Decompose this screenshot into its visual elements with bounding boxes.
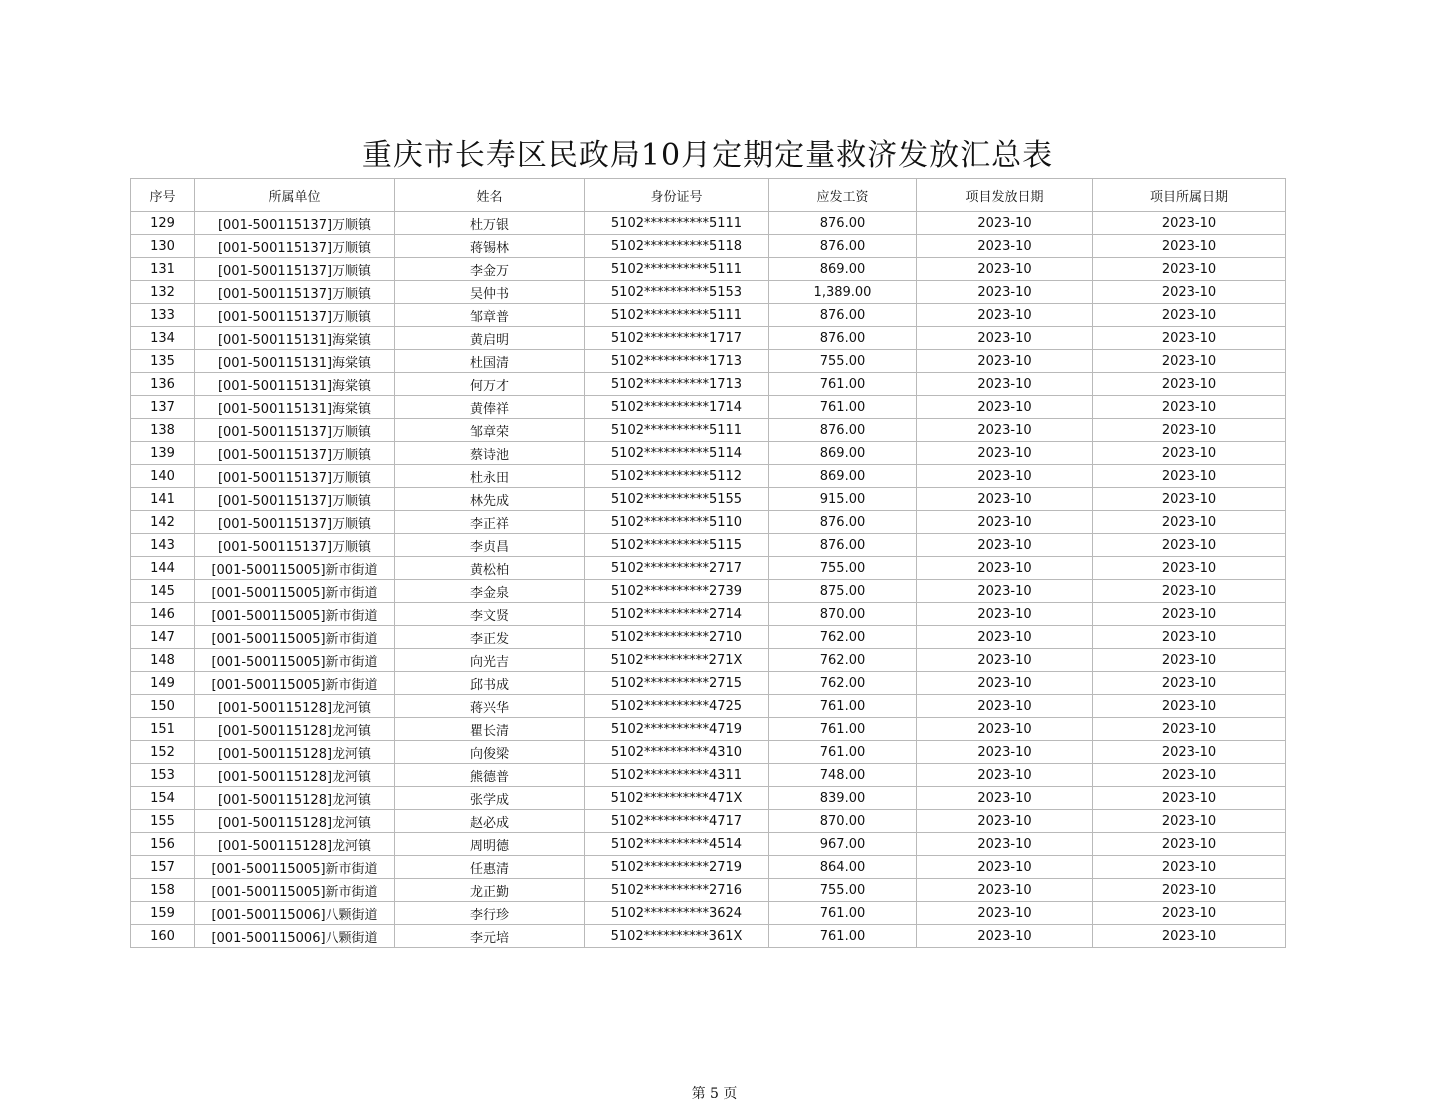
cell-index: 146 [131, 603, 195, 626]
cell-index: 155 [131, 810, 195, 833]
table-row [131, 350, 1286, 373]
cell-name: 黄启明 [395, 327, 585, 350]
cell-id-number: 5102**********5155 [585, 488, 769, 511]
cell-period-date: 2023-10 [1093, 649, 1286, 672]
cell-issue-date: 2023-10 [917, 810, 1093, 833]
cell-period-date: 2023-10 [1093, 603, 1286, 626]
cell-unit: [001-500115137]万顺镇 [195, 465, 395, 488]
cell-id-number: 5102**********1713 [585, 350, 769, 373]
cell-id-number: 5102**********1717 [585, 327, 769, 350]
cell-id-number: 5102**********5112 [585, 465, 769, 488]
cell-amount: 839.00 [769, 787, 917, 810]
table-row [131, 235, 1286, 258]
table-header-row [131, 179, 1286, 212]
cell-amount: 869.00 [769, 442, 917, 465]
cell-issue-date: 2023-10 [917, 212, 1093, 235]
cell-period-date: 2023-10 [1093, 304, 1286, 327]
cell-id-number: 5102**********5153 [585, 281, 769, 304]
cell-index: 156 [131, 833, 195, 856]
table-row [131, 649, 1286, 672]
cell-unit: [001-500115128]龙河镇 [195, 718, 395, 741]
cell-unit: [001-500115137]万顺镇 [195, 281, 395, 304]
cell-name: 杜永田 [395, 465, 585, 488]
cell-period-date: 2023-10 [1093, 810, 1286, 833]
table-row [131, 902, 1286, 925]
table-row [131, 603, 1286, 626]
column-header-issue-date: 项目发放日期 [917, 179, 1093, 212]
cell-name: 李贞昌 [395, 534, 585, 557]
cell-unit: [001-500115128]龙河镇 [195, 695, 395, 718]
cell-period-date: 2023-10 [1093, 879, 1286, 902]
cell-period-date: 2023-10 [1093, 281, 1286, 304]
cell-unit: [001-500115005]新市街道 [195, 557, 395, 580]
cell-amount: 876.00 [769, 212, 917, 235]
cell-period-date: 2023-10 [1093, 902, 1286, 925]
table-row [131, 764, 1286, 787]
cell-name: 李正祥 [395, 511, 585, 534]
cell-id-number: 5102**********2714 [585, 603, 769, 626]
cell-id-number: 5102**********5114 [585, 442, 769, 465]
table-row [131, 879, 1286, 902]
cell-unit: [001-500115005]新市街道 [195, 856, 395, 879]
cell-unit: [001-500115131]海棠镇 [195, 373, 395, 396]
cell-period-date: 2023-10 [1093, 327, 1286, 350]
cell-index: 150 [131, 695, 195, 718]
cell-unit: [001-500115005]新市街道 [195, 672, 395, 695]
cell-name: 黄松柏 [395, 557, 585, 580]
page-number: 第 5 页 [691, 1086, 738, 1102]
cell-amount: 762.00 [769, 672, 917, 695]
cell-unit: [001-500115128]龙河镇 [195, 787, 395, 810]
cell-id-number: 5102**********361X [585, 925, 769, 948]
cell-period-date: 2023-10 [1093, 925, 1286, 948]
cell-index: 131 [131, 258, 195, 281]
cell-period-date: 2023-10 [1093, 856, 1286, 879]
cell-index: 132 [131, 281, 195, 304]
cell-unit: [001-500115005]新市街道 [195, 879, 395, 902]
table-row [131, 465, 1286, 488]
cell-unit: [001-500115005]新市街道 [195, 580, 395, 603]
cell-index: 141 [131, 488, 195, 511]
table-row [131, 557, 1286, 580]
cell-name: 李行珍 [395, 902, 585, 925]
cell-name: 邹章普 [395, 304, 585, 327]
cell-name: 李正发 [395, 626, 585, 649]
cell-amount: 1,389.00 [769, 281, 917, 304]
cell-issue-date: 2023-10 [917, 580, 1093, 603]
cell-name: 杜万银 [395, 212, 585, 235]
cell-id-number: 5102**********5111 [585, 419, 769, 442]
cell-period-date: 2023-10 [1093, 741, 1286, 764]
cell-unit: [001-500115128]龙河镇 [195, 764, 395, 787]
cell-index: 138 [131, 419, 195, 442]
cell-unit: [001-500115137]万顺镇 [195, 304, 395, 327]
cell-id-number: 5102**********3624 [585, 902, 769, 925]
cell-period-date: 2023-10 [1093, 672, 1286, 695]
cell-period-date: 2023-10 [1093, 396, 1286, 419]
cell-amount: 876.00 [769, 235, 917, 258]
cell-period-date: 2023-10 [1093, 626, 1286, 649]
cell-issue-date: 2023-10 [917, 718, 1093, 741]
cell-index: 145 [131, 580, 195, 603]
table-body [131, 212, 1286, 948]
cell-index: 130 [131, 235, 195, 258]
cell-name: 李元培 [395, 925, 585, 948]
cell-amount: 762.00 [769, 626, 917, 649]
cell-name: 向俊梁 [395, 741, 585, 764]
cell-amount: 761.00 [769, 695, 917, 718]
cell-id-number: 5102**********5111 [585, 212, 769, 235]
cell-amount: 967.00 [769, 833, 917, 856]
cell-issue-date: 2023-10 [917, 856, 1093, 879]
cell-period-date: 2023-10 [1093, 511, 1286, 534]
cell-id-number: 5102**********4514 [585, 833, 769, 856]
cell-period-date: 2023-10 [1093, 350, 1286, 373]
cell-issue-date: 2023-10 [917, 304, 1093, 327]
cell-issue-date: 2023-10 [917, 557, 1093, 580]
cell-index: 135 [131, 350, 195, 373]
cell-amount: 876.00 [769, 511, 917, 534]
cell-amount: 869.00 [769, 465, 917, 488]
cell-index: 148 [131, 649, 195, 672]
cell-issue-date: 2023-10 [917, 511, 1093, 534]
table-row [131, 304, 1286, 327]
cell-name: 赵必成 [395, 810, 585, 833]
cell-issue-date: 2023-10 [917, 626, 1093, 649]
cell-index: 152 [131, 741, 195, 764]
cell-amount: 870.00 [769, 603, 917, 626]
cell-id-number: 5102**********2719 [585, 856, 769, 879]
cell-amount: 875.00 [769, 580, 917, 603]
cell-id-number: 5102**********1714 [585, 396, 769, 419]
table-row [131, 534, 1286, 557]
cell-period-date: 2023-10 [1093, 235, 1286, 258]
table-row [131, 419, 1286, 442]
cell-amount: 755.00 [769, 557, 917, 580]
cell-name: 李文贤 [395, 603, 585, 626]
cell-name: 李金万 [395, 258, 585, 281]
cell-index: 137 [131, 396, 195, 419]
cell-period-date: 2023-10 [1093, 787, 1286, 810]
column-header-amount: 应发工资 [769, 179, 917, 212]
cell-period-date: 2023-10 [1093, 373, 1286, 396]
cell-id-number: 5102**********4725 [585, 695, 769, 718]
table-row [131, 442, 1286, 465]
table-row [131, 327, 1286, 350]
cell-unit: [001-500115128]龙河镇 [195, 833, 395, 856]
table-row [131, 718, 1286, 741]
cell-id-number: 5102**********2715 [585, 672, 769, 695]
cell-unit: [001-500115128]龙河镇 [195, 741, 395, 764]
cell-amount: 762.00 [769, 649, 917, 672]
cell-amount: 876.00 [769, 304, 917, 327]
cell-period-date: 2023-10 [1093, 442, 1286, 465]
cell-period-date: 2023-10 [1093, 718, 1286, 741]
cell-unit: [001-500115137]万顺镇 [195, 419, 395, 442]
cell-index: 147 [131, 626, 195, 649]
cell-issue-date: 2023-10 [917, 603, 1093, 626]
cell-unit: [001-500115137]万顺镇 [195, 534, 395, 557]
cell-issue-date: 2023-10 [917, 902, 1093, 925]
cell-id-number: 5102**********1713 [585, 373, 769, 396]
cell-id-number: 5102**********471X [585, 787, 769, 810]
cell-name: 张学成 [395, 787, 585, 810]
cell-index: 160 [131, 925, 195, 948]
cell-amount: 864.00 [769, 856, 917, 879]
cell-index: 143 [131, 534, 195, 557]
cell-index: 133 [131, 304, 195, 327]
cell-index: 142 [131, 511, 195, 534]
cell-id-number: 5102**********2717 [585, 557, 769, 580]
cell-issue-date: 2023-10 [917, 764, 1093, 787]
cell-name: 邱书成 [395, 672, 585, 695]
column-header-period-date: 项目所属日期 [1093, 179, 1286, 212]
cell-issue-date: 2023-10 [917, 235, 1093, 258]
cell-id-number: 5102**********4719 [585, 718, 769, 741]
cell-index: 151 [131, 718, 195, 741]
cell-index: 134 [131, 327, 195, 350]
table-row [131, 396, 1286, 419]
cell-issue-date: 2023-10 [917, 649, 1093, 672]
cell-issue-date: 2023-10 [917, 327, 1093, 350]
column-header-index: 序号 [131, 179, 195, 212]
table-row [131, 212, 1286, 235]
cell-period-date: 2023-10 [1093, 557, 1286, 580]
cell-amount: 876.00 [769, 327, 917, 350]
table-row [131, 281, 1286, 304]
cell-unit: [001-500115006]八颗街道 [195, 925, 395, 948]
cell-id-number: 5102**********2710 [585, 626, 769, 649]
table-row [131, 626, 1286, 649]
cell-issue-date: 2023-10 [917, 925, 1093, 948]
cell-issue-date: 2023-10 [917, 879, 1093, 902]
cell-name: 黄俸祥 [395, 396, 585, 419]
cell-issue-date: 2023-10 [917, 534, 1093, 557]
cell-unit: [001-500115131]海棠镇 [195, 396, 395, 419]
cell-unit: [001-500115005]新市街道 [195, 649, 395, 672]
cell-period-date: 2023-10 [1093, 580, 1286, 603]
cell-issue-date: 2023-10 [917, 419, 1093, 442]
cell-issue-date: 2023-10 [917, 695, 1093, 718]
cell-index: 159 [131, 902, 195, 925]
cell-issue-date: 2023-10 [917, 465, 1093, 488]
cell-index: 136 [131, 373, 195, 396]
table-row [131, 258, 1286, 281]
cell-unit: [001-500115137]万顺镇 [195, 258, 395, 281]
table-row [131, 373, 1286, 396]
relief-summary-table [130, 178, 1286, 948]
cell-id-number: 5102**********4717 [585, 810, 769, 833]
cell-name: 蒋锡林 [395, 235, 585, 258]
cell-name: 李金泉 [395, 580, 585, 603]
cell-unit: [001-500115137]万顺镇 [195, 511, 395, 534]
cell-name: 何万才 [395, 373, 585, 396]
column-header-name: 姓名 [395, 179, 585, 212]
table-row [131, 488, 1286, 511]
cell-name: 邹章荣 [395, 419, 585, 442]
cell-issue-date: 2023-10 [917, 396, 1093, 419]
cell-amount: 870.00 [769, 810, 917, 833]
cell-name: 瞿长清 [395, 718, 585, 741]
cell-amount: 761.00 [769, 373, 917, 396]
cell-amount: 915.00 [769, 488, 917, 511]
cell-issue-date: 2023-10 [917, 741, 1093, 764]
cell-issue-date: 2023-10 [917, 787, 1093, 810]
cell-index: 157 [131, 856, 195, 879]
cell-name: 任惠清 [395, 856, 585, 879]
cell-unit: [001-500115131]海棠镇 [195, 327, 395, 350]
cell-unit: [001-500115137]万顺镇 [195, 442, 395, 465]
cell-period-date: 2023-10 [1093, 212, 1286, 235]
cell-index: 154 [131, 787, 195, 810]
cell-index: 144 [131, 557, 195, 580]
cell-name: 龙正勤 [395, 879, 585, 902]
cell-id-number: 5102**********5110 [585, 511, 769, 534]
cell-amount: 876.00 [769, 419, 917, 442]
cell-issue-date: 2023-10 [917, 350, 1093, 373]
table-row [131, 787, 1286, 810]
cell-id-number: 5102**********4311 [585, 764, 769, 787]
cell-issue-date: 2023-10 [917, 258, 1093, 281]
cell-issue-date: 2023-10 [917, 833, 1093, 856]
cell-issue-date: 2023-10 [917, 488, 1093, 511]
cell-amount: 748.00 [769, 764, 917, 787]
cell-name: 杜国清 [395, 350, 585, 373]
cell-period-date: 2023-10 [1093, 534, 1286, 557]
cell-period-date: 2023-10 [1093, 764, 1286, 787]
cell-id-number: 5102**********271X [585, 649, 769, 672]
table-row [131, 672, 1286, 695]
column-header-id-number: 身份证号 [585, 179, 769, 212]
cell-name: 周明德 [395, 833, 585, 856]
cell-index: 129 [131, 212, 195, 235]
cell-amount: 761.00 [769, 741, 917, 764]
cell-unit: [001-500115131]海棠镇 [195, 350, 395, 373]
cell-id-number: 5102**********5111 [585, 258, 769, 281]
table-row [131, 833, 1286, 856]
table-row [131, 580, 1286, 603]
cell-id-number: 5102**********4310 [585, 741, 769, 764]
cell-id-number: 5102**********5118 [585, 235, 769, 258]
cell-unit: [001-500115137]万顺镇 [195, 235, 395, 258]
cell-amount: 761.00 [769, 902, 917, 925]
cell-amount: 761.00 [769, 925, 917, 948]
cell-issue-date: 2023-10 [917, 281, 1093, 304]
cell-index: 149 [131, 672, 195, 695]
cell-period-date: 2023-10 [1093, 258, 1286, 281]
cell-amount: 869.00 [769, 258, 917, 281]
cell-period-date: 2023-10 [1093, 465, 1286, 488]
cell-id-number: 5102**********5111 [585, 304, 769, 327]
cell-id-number: 5102**********5115 [585, 534, 769, 557]
cell-issue-date: 2023-10 [917, 373, 1093, 396]
page-title: 重庆市长寿区民政局10月定期定量救济发放汇总表 [361, 138, 1054, 173]
table-row [131, 695, 1286, 718]
cell-amount: 755.00 [769, 350, 917, 373]
cell-issue-date: 2023-10 [917, 442, 1093, 465]
cell-period-date: 2023-10 [1093, 833, 1286, 856]
cell-index: 158 [131, 879, 195, 902]
cell-id-number: 5102**********2739 [585, 580, 769, 603]
table-row [131, 856, 1286, 879]
cell-name: 林先成 [395, 488, 585, 511]
table-row [131, 925, 1286, 948]
cell-index: 139 [131, 442, 195, 465]
cell-index: 153 [131, 764, 195, 787]
cell-name: 蔡诗池 [395, 442, 585, 465]
cell-amount: 755.00 [769, 879, 917, 902]
table-row [131, 741, 1286, 764]
table-row [131, 810, 1286, 833]
cell-unit: [001-500115006]八颗街道 [195, 902, 395, 925]
cell-unit: [001-500115005]新市街道 [195, 603, 395, 626]
cell-amount: 876.00 [769, 534, 917, 557]
cell-name: 熊德普 [395, 764, 585, 787]
cell-name: 吴仲书 [395, 281, 585, 304]
cell-name: 蒋兴华 [395, 695, 585, 718]
column-header-unit: 所属单位 [195, 179, 395, 212]
cell-unit: [001-500115137]万顺镇 [195, 212, 395, 235]
cell-unit: [001-500115137]万顺镇 [195, 488, 395, 511]
table-row [131, 511, 1286, 534]
cell-amount: 761.00 [769, 396, 917, 419]
cell-period-date: 2023-10 [1093, 419, 1286, 442]
cell-period-date: 2023-10 [1093, 488, 1286, 511]
cell-id-number: 5102**********2716 [585, 879, 769, 902]
cell-unit: [001-500115005]新市街道 [195, 626, 395, 649]
cell-amount: 761.00 [769, 718, 917, 741]
cell-period-date: 2023-10 [1093, 695, 1286, 718]
cell-name: 向光吉 [395, 649, 585, 672]
cell-issue-date: 2023-10 [917, 672, 1093, 695]
cell-index: 140 [131, 465, 195, 488]
cell-unit: [001-500115128]龙河镇 [195, 810, 395, 833]
